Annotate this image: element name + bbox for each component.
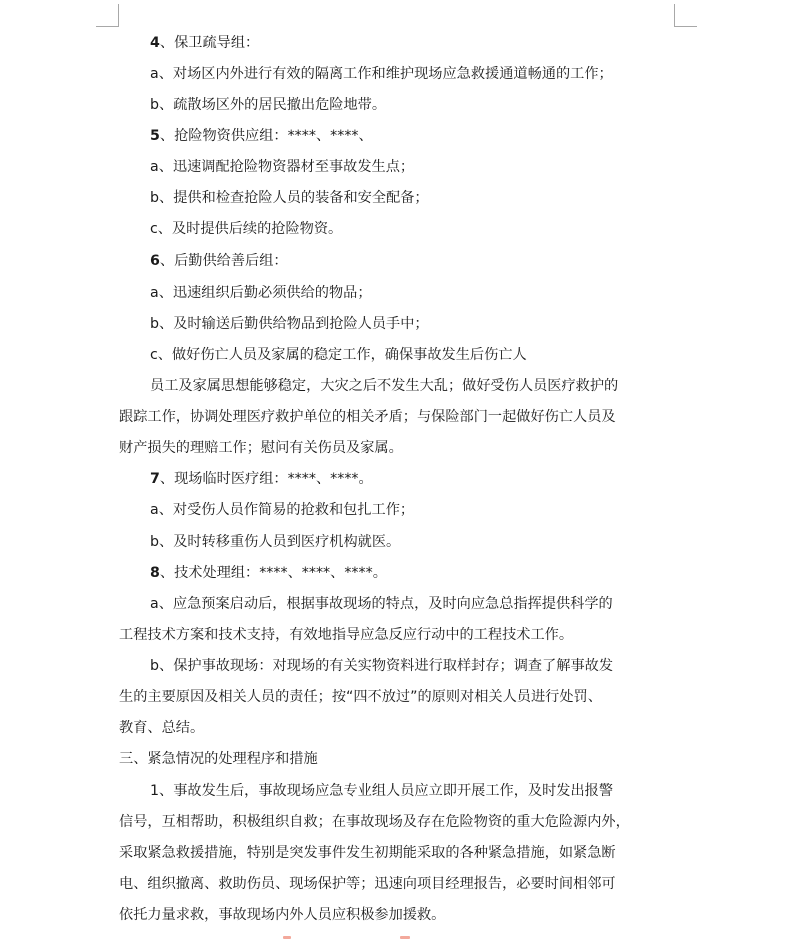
paragraph-line: a、应急预案启动后，根据事故现场的特点，及时向应急总指挥提供科学的 xyxy=(150,596,613,612)
page-bottom-edge xyxy=(0,935,794,941)
paragraph-line: 电、组织撤离、救助伤员、现场保护等；迅速向项目经理报告，必要时间相邻可 xyxy=(119,876,616,892)
heading-7 xyxy=(150,469,373,489)
section-heading: 三、紧急情况的处理程序和措施 xyxy=(119,751,318,767)
paragraph-line: 教育、总结。 xyxy=(119,720,205,736)
heading-number: 6 xyxy=(150,253,160,269)
heading-text: 、现场临时医疗组：****、****。 xyxy=(159,471,373,487)
paragraph-line: 财产损失的理赔工作；慰问有关伤员及家属。 xyxy=(119,440,403,456)
heading-number: 8 xyxy=(150,565,160,581)
paragraph-line: a、对场区内外进行有效的隔离工作和维护现场应急救援通道畅通的工作； xyxy=(150,66,613,82)
bottom-decoration-mark xyxy=(400,936,410,939)
heading-5 xyxy=(150,126,373,146)
paragraph-line: b、及时输送后勤供给物品到抢险人员手中； xyxy=(150,316,429,332)
paragraph-line: 员工及家属思想能够稳定，大灾之后不发生大乱；做好受伤人员医疗救护的 xyxy=(150,378,619,394)
paragraph-line: b、提供和检查抢险人员的装备和安全配备； xyxy=(150,190,429,206)
heading-text: 、技术处理组：****、****、****。 xyxy=(159,565,387,581)
heading-text: 、保卫疏导组： xyxy=(159,35,260,51)
heading-8 xyxy=(150,563,387,583)
paragraph-line: 采取紧急救援措施，特别是突发事件发生初期能采取的各种紧急措施，如紧急断 xyxy=(119,845,616,861)
paragraph-line: b、及时转移重伤人员到医疗机构就医。 xyxy=(150,534,401,550)
paragraph-line: a、迅速调配抢险物资器材至事故发生点； xyxy=(150,159,415,175)
crop-mark-top-left xyxy=(96,4,119,27)
paragraph-line: c、做好伤亡人员及家属的稳定工作，确保事故发生后伤亡人 xyxy=(150,347,527,363)
crop-mark-top-right xyxy=(674,4,697,27)
heading-6 xyxy=(150,251,288,271)
paragraph-line: 信号，互相帮助，积极组织自救；在事故现场及存在危险物资的重大危险源内外， xyxy=(119,814,630,830)
paragraph-line: 依托力量求救，事故现场内外人员应积极参加援救。 xyxy=(119,907,446,923)
paragraph-line: 工程技术方案和技术支持，有效地指导应急反应行动中的工程技术工作。 xyxy=(119,627,574,643)
paragraph-line: c、及时提供后续的抢险物资。 xyxy=(150,221,343,237)
paragraph-line: a、迅速组织后勤必须供给的物品； xyxy=(150,285,372,301)
paragraph-line: 生的主要原因及相关人员的责任；按“四不放过”的原则对相关人员进行处罚、 xyxy=(119,689,602,705)
paragraph-line: a、对受伤人员作简易的抢救和包扎工作； xyxy=(150,502,415,518)
heading-number: 7 xyxy=(150,471,160,487)
heading-text: 、抢险物资供应组：****、****、 xyxy=(159,128,373,144)
heading-number: 5 xyxy=(150,128,160,144)
paragraph-line: 1、事故发生后，事故现场应急专业组人员应立即开展工作，及时发出报警 xyxy=(150,783,614,799)
bottom-decoration-mark xyxy=(283,936,291,939)
heading-text: 、后勤供给善后组： xyxy=(159,253,288,269)
paragraph-line: 跟踪工作，协调处理医疗救护单位的相关矛盾；与保险部门一起做好伤亡人员及 xyxy=(119,409,616,425)
paragraph-line: b、保护事故现场：对现场的有关实物资料进行取样封存；调查了解事故发 xyxy=(150,658,614,674)
heading-4 xyxy=(150,33,259,53)
paragraph-line: b、疏散场区外的居民撤出危险地带。 xyxy=(150,97,387,113)
heading-number: 4 xyxy=(150,35,160,51)
